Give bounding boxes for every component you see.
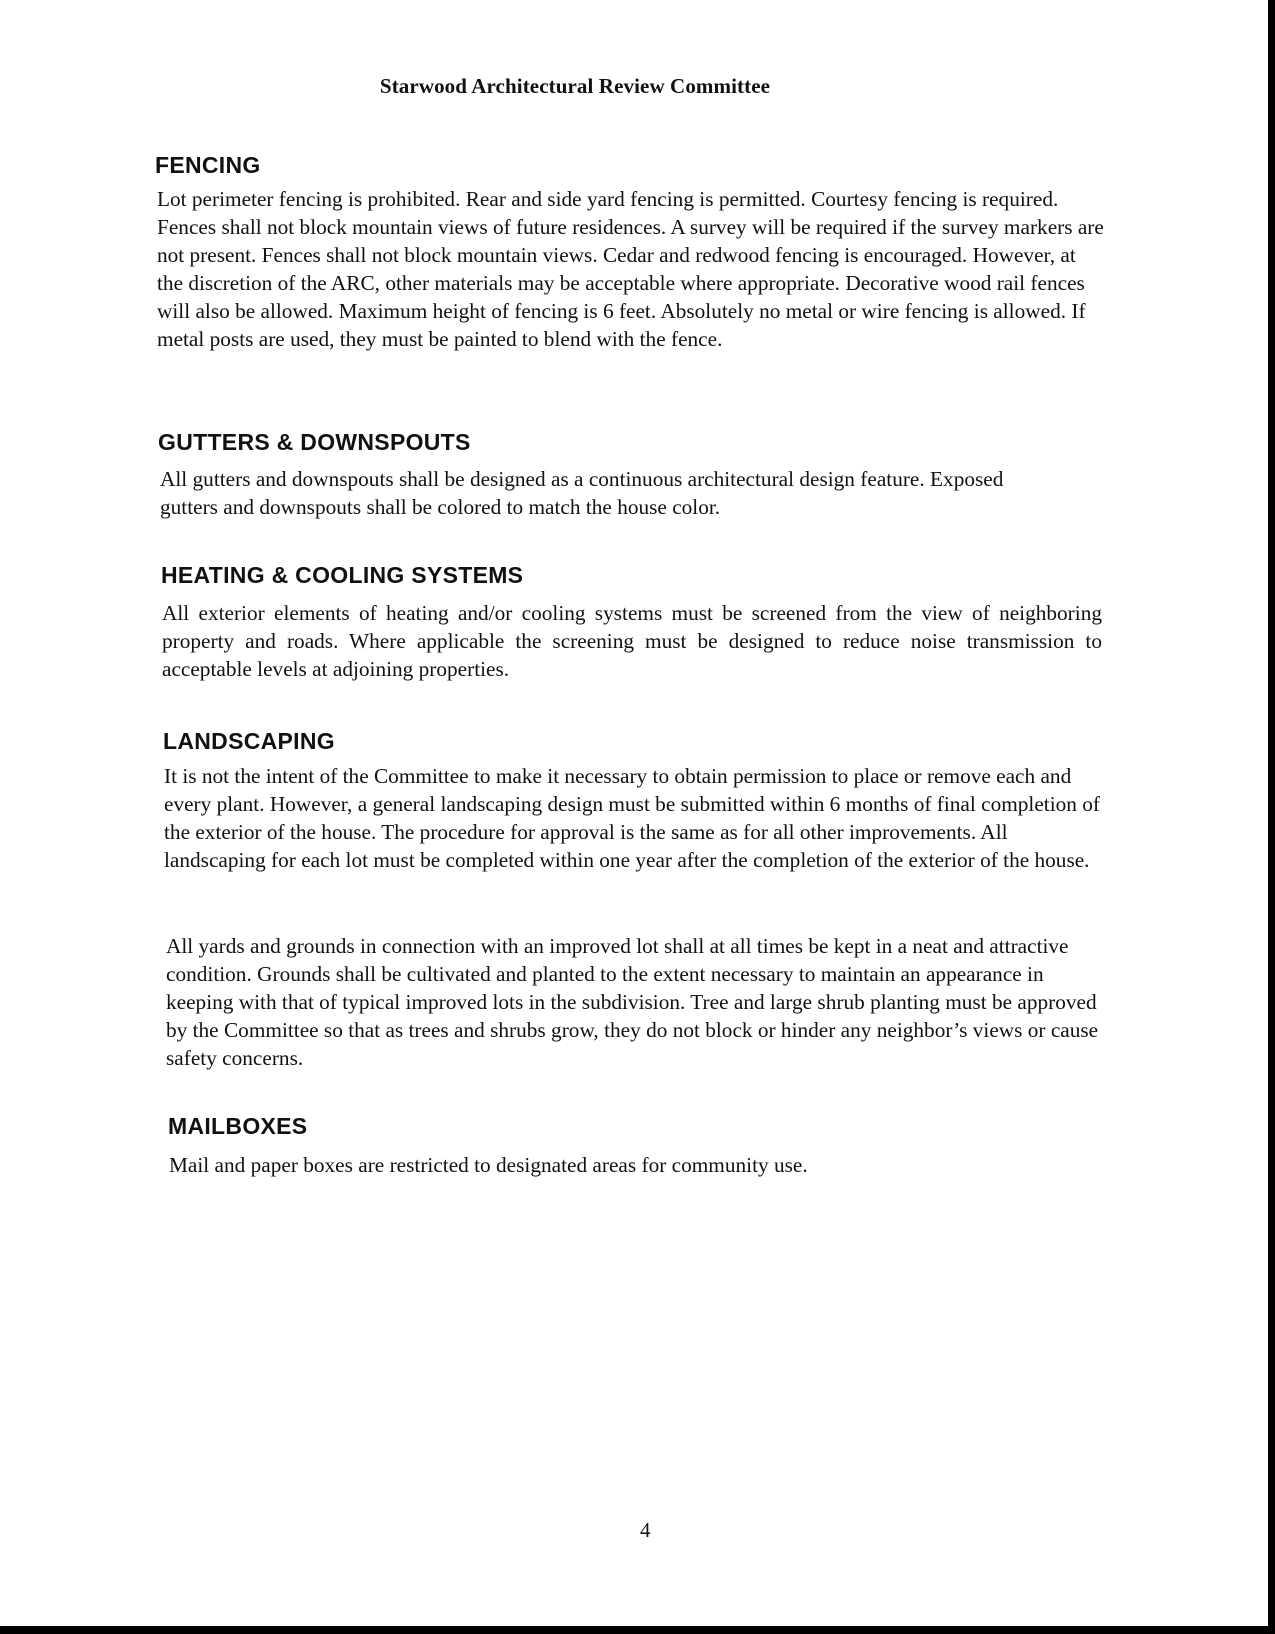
section-paragraph-heating-cooling: All exterior elements of heating and/or cooling systems must be screened from the view of neighboring property and roads. Where applicable the screening must be designed to reduce noise transmission to acceptable levels at adjoining properties. xyxy=(162,601,1102,681)
document-title: Starwood Architectural Review Committee xyxy=(379,74,771,98)
section-paragraph-fencing: Lot perimeter fencing is prohibited. Rear and side yard fencing is permitted. Courtesy fencing is required. Fences shall not block mountain views of future residences. A survey will be required if the survey markers are not present. Fences shall not block mountain views. Cedar and redwood fencing is encouraged. However, at the discretion of the ARC, other materials may be acceptable where appropriate. Decorative wood rail fences will also be allowed. Maximum height of fencing is 6 feet. Absolutely no metal or wire fencing is allowed. If metal posts are used, they must be painted to blend with the fence. xyxy=(157,187,1104,351)
section-heading-landscaping: LANDSCAPING xyxy=(163,728,335,754)
section-paragraph-gutters-downspouts: All gutters and downspouts shall be designed as a continuous architectural design feature. Exposed gutters and downspouts shall be colored to match the house color. xyxy=(160,467,1004,519)
section-paragraph-mailboxes: Mail and paper boxes are restricted to designated areas for community use. xyxy=(169,1153,808,1177)
section-heading-mailboxes: MAILBOXES xyxy=(168,1113,308,1139)
page-number: 4 xyxy=(640,1518,651,1542)
section-heading-gutters-downspouts: GUTTERS & DOWNSPOUTS xyxy=(158,429,471,455)
section-heading-heating-cooling: HEATING & COOLING SYSTEMS xyxy=(161,562,524,588)
section-paragraph-landscaping-1: It is not the intent of the Committee to make it necessary to obtain permission to place or remove each and every plant. However, a general landscaping design must be submitted within 6 months of final completion of the exterior of the house. The procedure for approval is the same as for all other improvements. All landscaping for each lot must be completed within one year after the completion of the exterior of the house. xyxy=(164,764,1100,872)
section-paragraph-landscaping-2: All yards and grounds in connection with an improved lot shall at all times be kept in a neat and attractive condition. Grounds shall be cultivated and planted to the extent necessary to maintain an appearance in keeping with that of typical improved lots in the subdivision. Tree and large shrub planting must be approved by the Committee so that as trees and shrubs grow, they do not block or hinder any neighbor’s views or cause safety concerns. xyxy=(166,934,1099,1070)
section-heading-fencing: FENCING xyxy=(155,152,261,178)
